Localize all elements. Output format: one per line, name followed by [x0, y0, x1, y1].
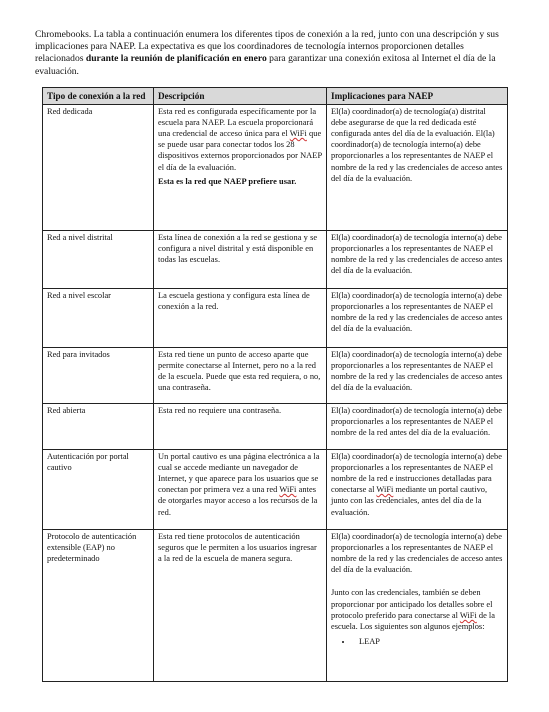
cell-implications: El(la) coordinador(a) de tecnología interno(a) debe proporcionarles a los representantes de NAEP el nombre de la red y las credenciales de acceso antes del día de la evaluación. — [327, 230, 508, 288]
header-description: Descripción — [154, 88, 327, 105]
cell-description: La escuela gestiona y configura esta línea de conexión a la red. — [154, 288, 327, 347]
spellcheck-word: WiFi — [279, 485, 297, 495]
table-row — [43, 104, 508, 230]
intro-paragraph — [35, 29, 513, 78]
header-connection-type: Tipo de conexión a la red — [43, 88, 154, 105]
table-row — [43, 288, 508, 347]
cell-connection-type: Red a nivel distrital — [43, 230, 154, 288]
implications-text: El(la) coordinador(a) de tecnología interno(a) debe proporcionarles a los representantes de NAEP el nombre de la red e instrucciones detalladas para conectarse al — [331, 451, 502, 495]
cell-implications: El(la) coordinador(a) de tecnología interno(a) debe proporcionarles a los representantes de NAEP el nombre de la red y las credenciales de acceso antes del día de la evaluación. — [327, 288, 508, 347]
table-row — [43, 449, 508, 529]
cell-implications — [327, 449, 508, 529]
cell-connection-type: Red abierta — [43, 403, 154, 449]
cell-description — [154, 449, 327, 529]
intro-text-1: Chromebooks. La tabla a continuación enumera los diferentes tipos de conexión a la red, junto con una descripción y sus implicaciones para NAEP. La expectativa es que los coordinadores de tecnología internos proporcionen detalles relacionados — [35, 29, 499, 65]
cell-connection-type: Red a nivel escolar — [43, 288, 154, 347]
spellcheck-word: WiFi — [459, 610, 477, 620]
cell-implications: El(la) coordinador(a) de tecnología interno(a) debe proporcionarles a los representantes de NAEP el nombre de la red antes del día de la evaluación. — [327, 403, 508, 449]
implications-text: de la escuela. Los siguientes son algunos ejemplos: — [331, 610, 495, 632]
header-implications: Implicaciones para NAEP — [327, 88, 508, 105]
cell-description: Esta red no requiere una contraseña. — [154, 403, 327, 449]
cell-connection-type: Red dedicada — [43, 104, 154, 230]
connection-types-table — [42, 87, 508, 682]
implications-text: El(la) coordinador(a) de tecnología interno(a) debe proporcionarles a los representantes de NAEP el nombre de la red y las credenciales de acceso antes del día de la evaluación. — [331, 531, 503, 575]
intro-bold-text: durante la reunión de planificación en enero — [85, 53, 267, 65]
preferred-network-note: Esta es la red que NAEP prefiere usar. — [158, 176, 297, 186]
spellcheck-word: WiFi — [376, 485, 394, 495]
implications-text: mediante un portal cautivo, junto con las credenciales, antes del día de la evaluación. — [331, 485, 488, 517]
table-row — [43, 230, 508, 288]
cell-description — [154, 104, 327, 230]
description-text: Un portal cautivo es una página electrónica a la cual se accede mediante un navegador de Internet, y que aparece para los usuarios que se conectan por primera vez a una red — [158, 451, 320, 495]
description-text: que se puede usar para conectar todos los 28 dispositivos externos proporcionados por NAEP el día de la evaluación. — [158, 129, 322, 172]
description-text: antes de otorgarles mayor acceso a los recursos de la red. — [158, 485, 318, 517]
cell-connection-type: Red para invitados — [43, 347, 154, 403]
intro-text-2: para garantizar una conexión exitosa al Internet el día de la evaluación. — [35, 53, 496, 77]
cell-connection-type: Autenticación por portal cautivo — [43, 449, 154, 529]
cell-implications: El(la) coordinador(a) de tecnología(a) distrital debe asegurarse de que la red dedicada esté configurada antes del día de la evaluación. El(la) coordinador(a) de tecnología interno(a) debe proporcionarles a los representantes de NAEP el nombre de la red y las credenciales de acceso antes del día de la evaluación. — [327, 104, 508, 230]
cell-description: Esta línea de conexión a la red se gestiona y se configura a nivel distrital y está disponible en todas las escuelas. — [154, 230, 327, 288]
cell-description: Esta red tiene protocolos de autenticación seguros que le permiten a los usuarios ingresar a la red de la escuela de manera segura. — [154, 529, 327, 681]
table-row — [43, 403, 508, 449]
cell-implications: El(la) coordinador(a) de tecnología interno(a) debe proporcionarles a los representantes de NAEP el nombre de la red y las credenciales de acceso antes del día de la evaluación. — [327, 347, 508, 403]
examples-list — [331, 636, 503, 647]
cell-implications — [327, 529, 508, 681]
table-row — [43, 529, 508, 681]
cell-connection-type: Protocolo de autenticación extensible (EAP) no predeterminado — [43, 529, 154, 681]
implications-text: Junto con las credenciales, también se deben proporcionar por anticipado los detalles sobre el protocolo preferido para conectarse al — [331, 588, 493, 620]
table-row — [43, 347, 508, 403]
table-header-row — [43, 88, 508, 105]
list-item: • LEAP — [353, 636, 503, 647]
description-text: Esta red es configurada específicamente por la escuela para NAEP. La escuela proporcionará una credencial de acceso única para el — [158, 106, 317, 138]
spellcheck-word: WiFi — [289, 129, 307, 138]
cell-description: Esta red tiene un punto de acceso aparte que permite conectarse al Internet, pero no a la red de la escuela. Puede que esta red requiera, o no, una contraseña. — [154, 347, 327, 403]
implications-extra — [331, 587, 503, 632]
